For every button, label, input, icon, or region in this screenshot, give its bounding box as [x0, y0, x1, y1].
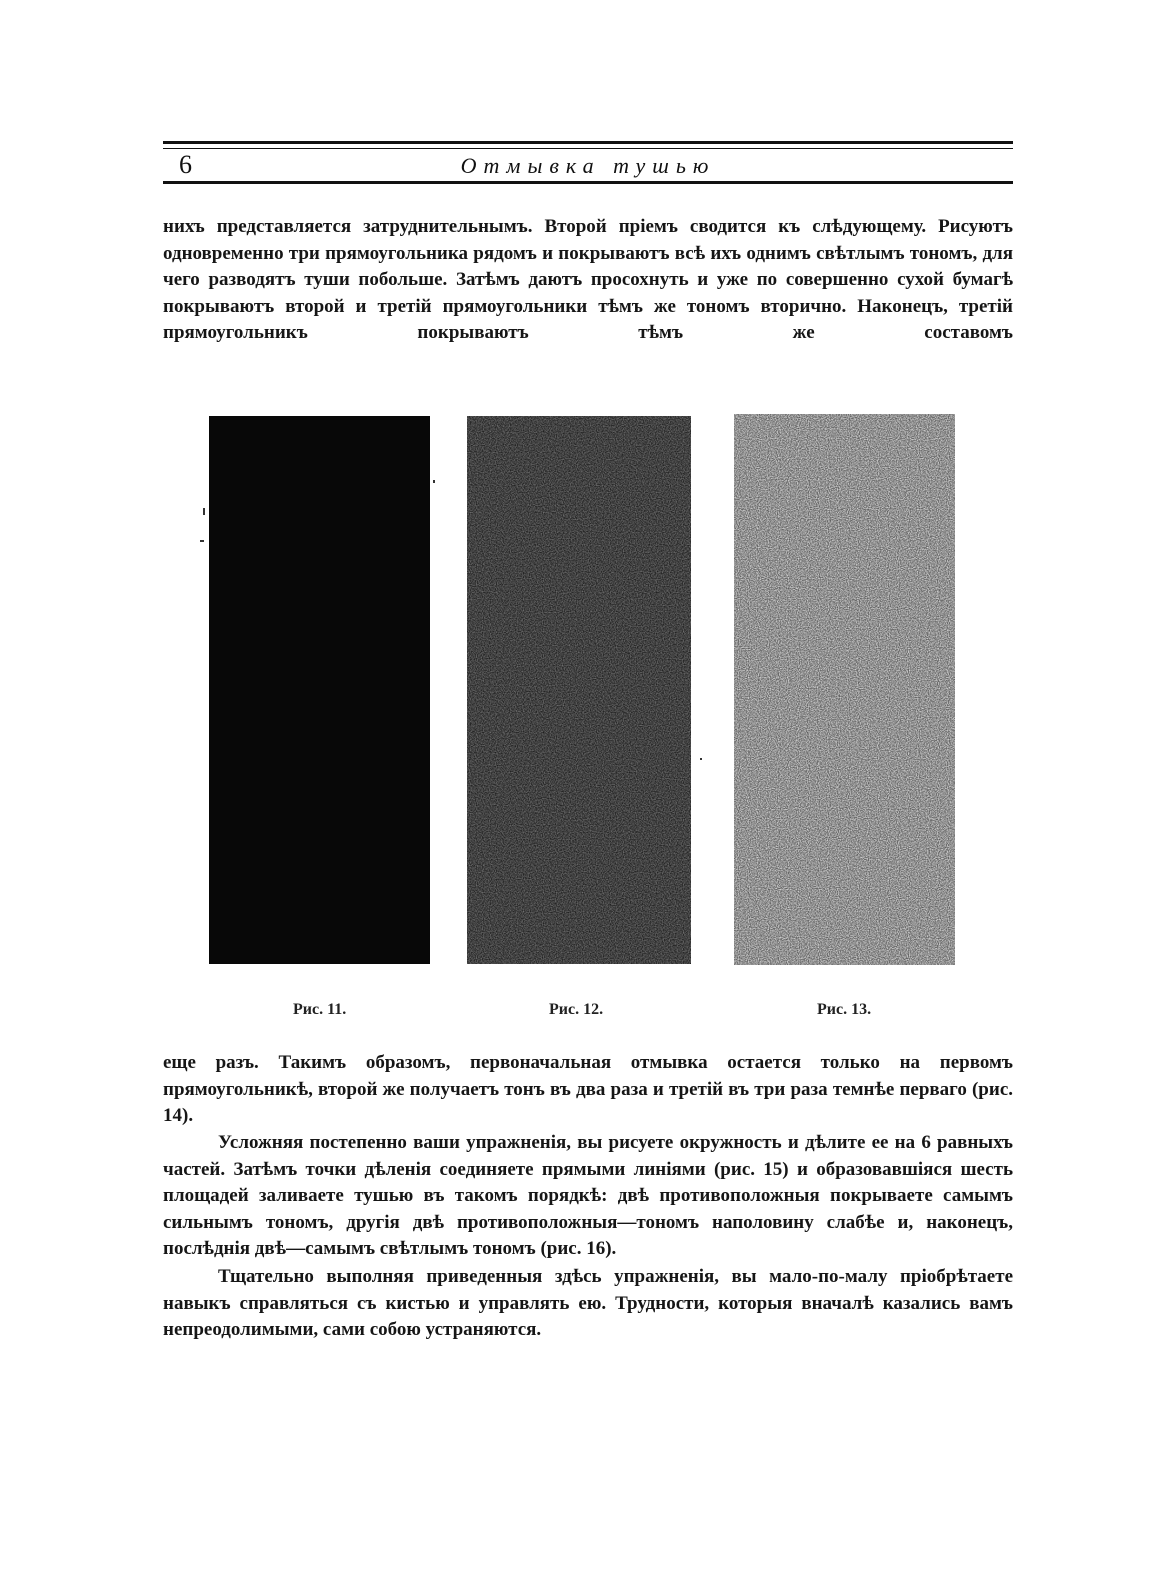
header-rule-top-thin: [163, 148, 1013, 149]
paragraph-2: еще разъ. Такимъ образомъ, первоначальная отмывка остается только на первомъ прямоугольникѣ, второй же получаетъ тонъ въ два раза и третій въ три раза темнѣе перваго (рис. 14).: [163, 1052, 1013, 1126]
figure-12-swatch: [467, 416, 691, 964]
page-number: 6: [179, 150, 192, 179]
figure-11-swatch: [209, 416, 430, 964]
header-rule-top: [163, 141, 1013, 144]
paragraph-3: Усложняя постепенно ваши упражненія, вы рисуете окружность и дѣлите ее на 6 равныхъ частей. Затѣмъ точки дѣленія соединяете прямыми линіями (рис. 15) и образовавшіяся шесть площадей заливаете тушью въ такомъ порядкѣ: двѣ противоположныя покрываете самымъ сильнымъ тономъ, другія двѣ противоположныя—тономъ наполовину слабѣе и, наконецъ, послѣднія двѣ—самымъ свѣтлымъ тономъ (рис. 16).: [163, 1132, 1013, 1259]
paragraph-1: нихъ представляется затруднительнымъ. Второй пріемъ сводится къ слѣдующему. Рисуютъ одновременно три прямоугольника рядомъ и покрываютъ всѣ ихъ однимъ свѣтлымъ тономъ, для чего разводятъ туши побольше. Затѣмъ даютъ просохнуть и уже по совершенно сухой бумагѣ покрываютъ второй и третій прямоугольники тѣмъ же тономъ вторично. Наконецъ, третій прямоугольникъ покрываютъ тѣмъ же составомъ: [163, 216, 1013, 343]
print-speck: [200, 540, 204, 542]
figure-12-texture: [467, 416, 691, 964]
figure-12-caption: Рис. 12.: [549, 1001, 604, 1018]
paragraph-4: Тщательно выполняя приведенныя здѣсь упражненія, вы мало-по-малу пріобрѣтаете навыкъ справляться съ кистью и управлять ею. Трудности, которыя вначалѣ казались вамъ непреодолимыми, сами собою устраняются.: [163, 1266, 1013, 1340]
running-title: Отмывка тушью: [460, 153, 716, 178]
print-speck: [203, 508, 205, 515]
header-rule-bottom: [163, 181, 1013, 184]
print-speck: [433, 480, 435, 483]
print-speck: [700, 758, 702, 760]
figure-11-caption: Рис. 11.: [293, 1001, 347, 1018]
figure-13-texture: [734, 414, 955, 965]
figure-13-caption: Рис. 13.: [817, 1001, 872, 1018]
figure-13-swatch: [734, 414, 955, 965]
